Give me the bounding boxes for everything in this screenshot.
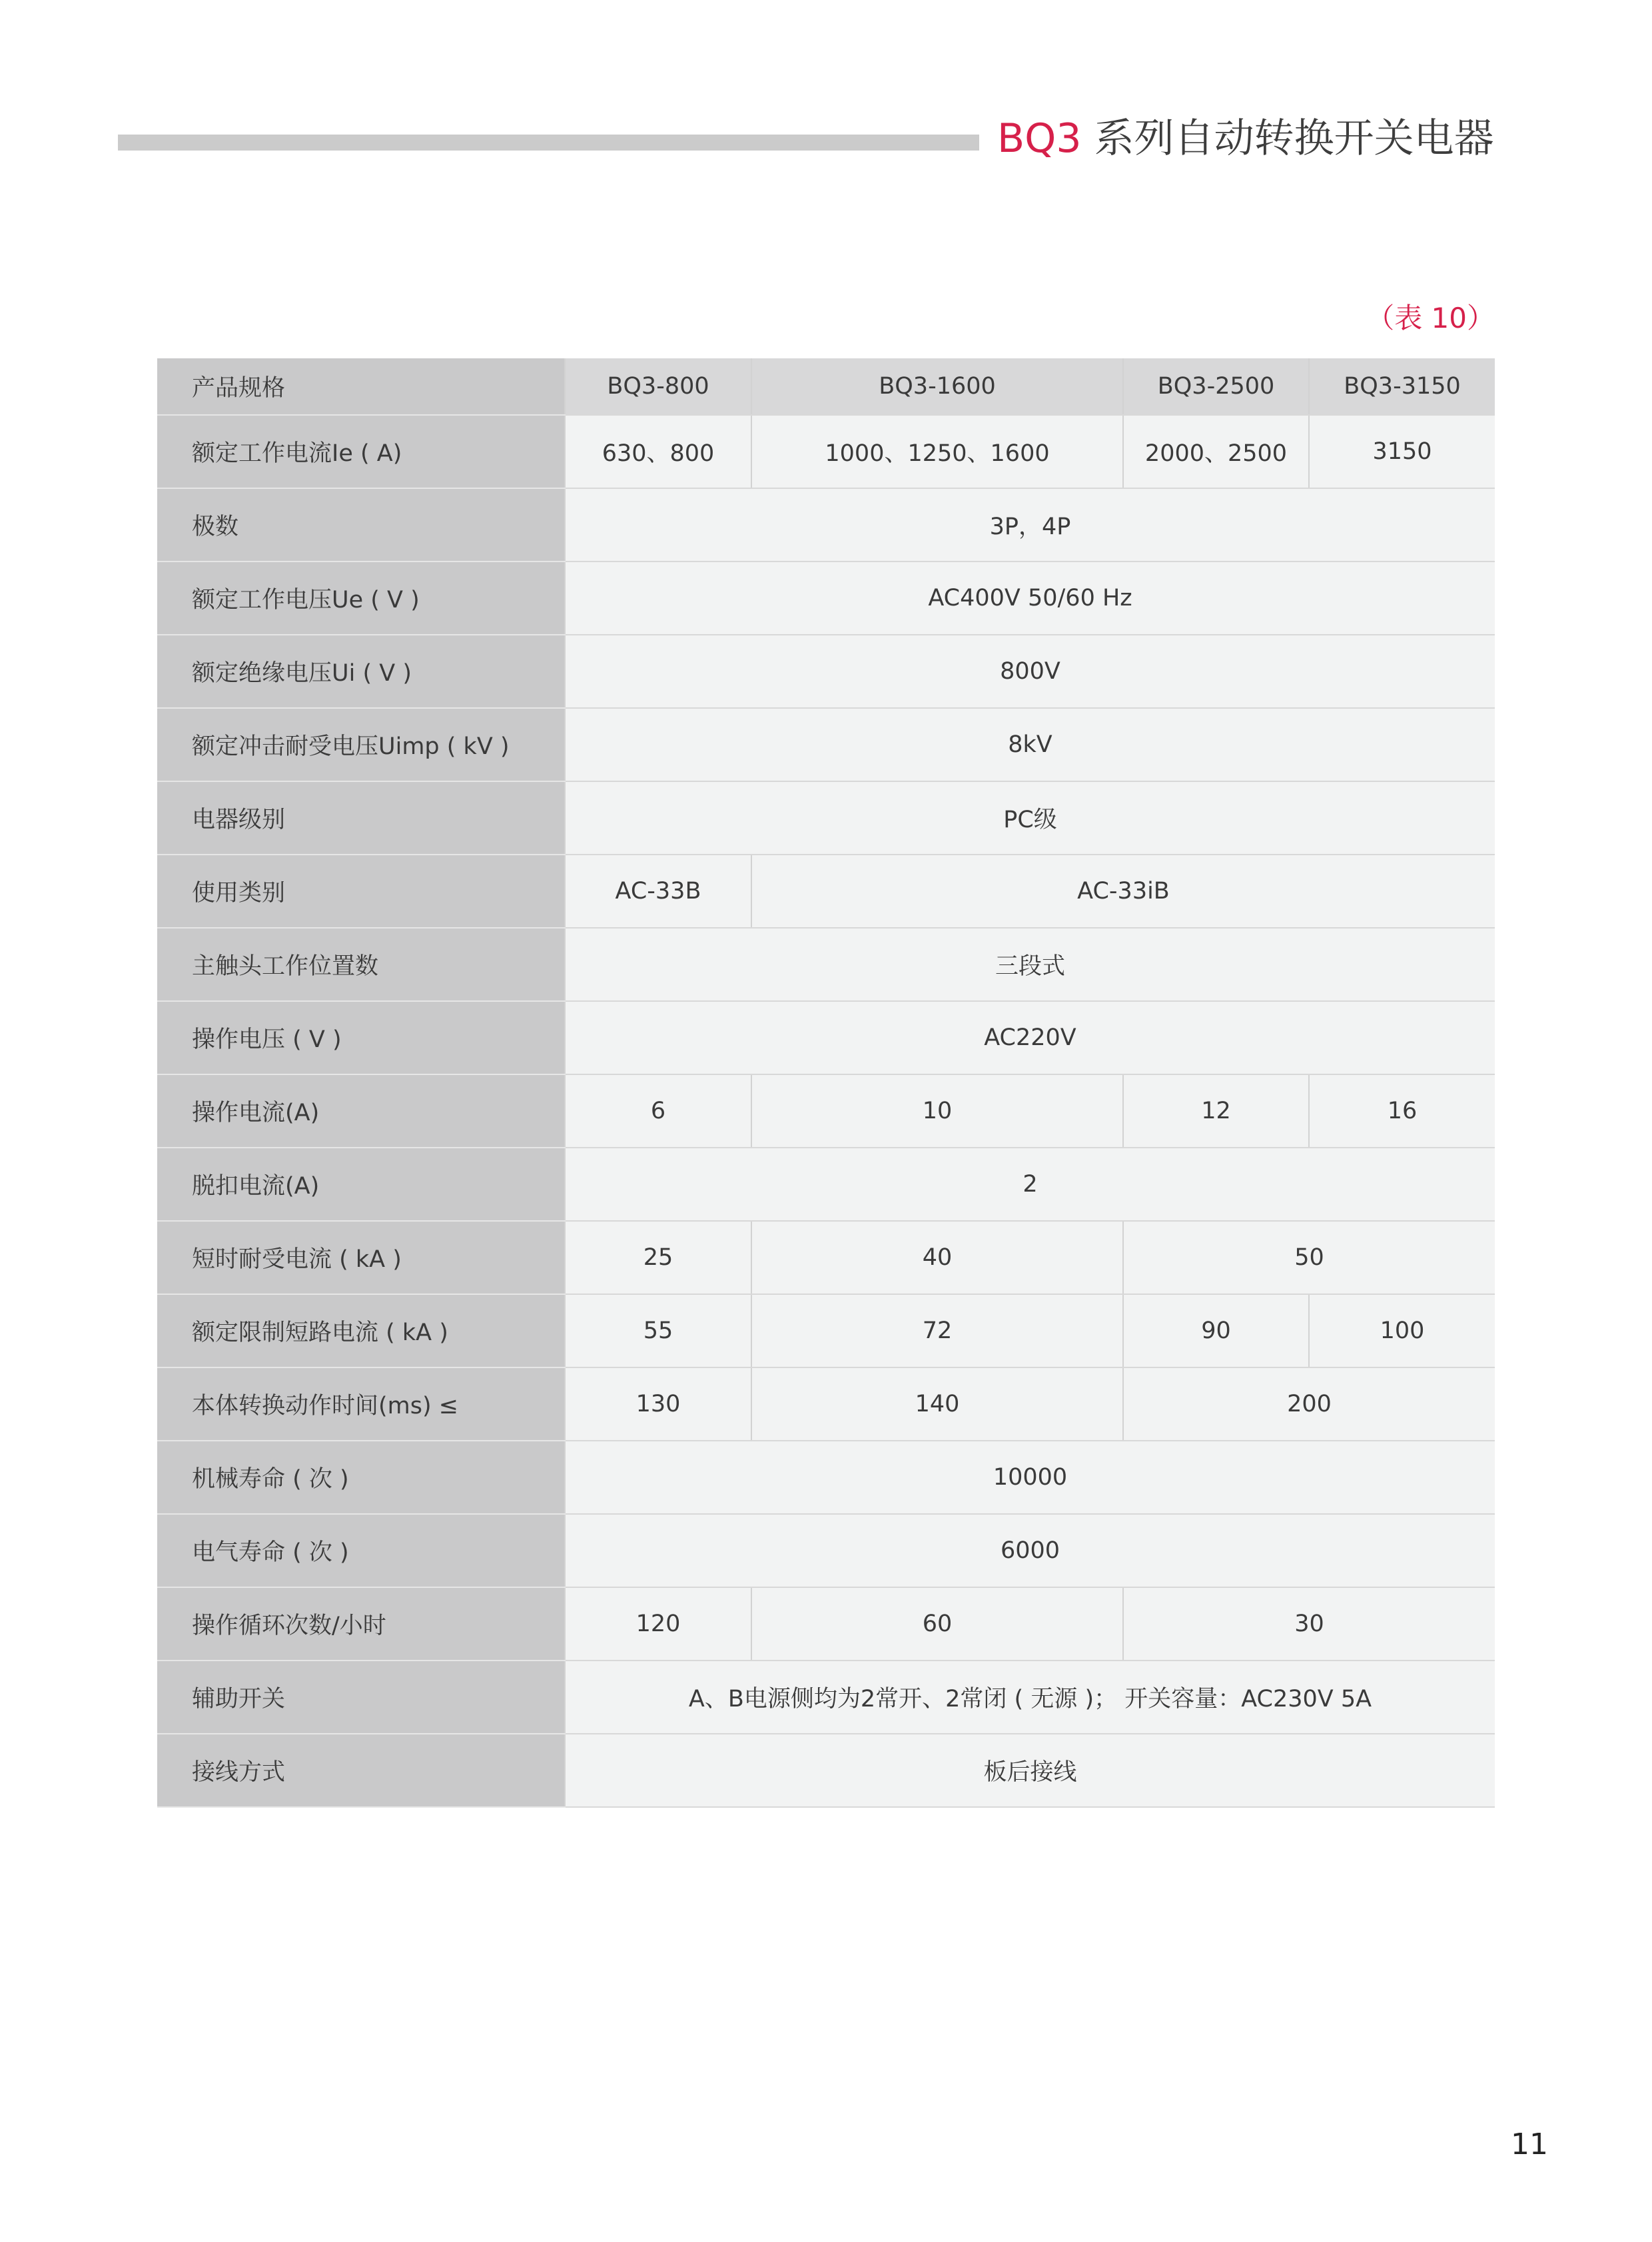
table-row — [157, 635, 1495, 708]
value-cell: 16 — [1309, 1074, 1495, 1148]
row-label: 短时耐受电流 ( kA ) — [157, 1221, 565, 1294]
row-label: 操作循环次数/小时 — [157, 1587, 565, 1661]
value-cell: 90 — [1123, 1294, 1309, 1367]
value-cell: 50 — [1123, 1221, 1495, 1294]
value-cell: 3P，4P — [565, 488, 1495, 561]
value-cell: 130 — [565, 1367, 751, 1441]
row-label: 脱扣电流(A) — [157, 1148, 565, 1221]
value-cell: 2 — [565, 1148, 1495, 1221]
value-cell: 1000、1250、1600 — [751, 415, 1123, 488]
table-row — [157, 1441, 1495, 1514]
table-row — [157, 561, 1495, 635]
value-cell: 10000 — [565, 1441, 1495, 1514]
row-label: 额定冲击耐受电压Uimp ( kV ) — [157, 708, 565, 781]
row-label: 操作电压 ( V ) — [157, 1001, 565, 1074]
value-cell: 10 — [751, 1074, 1123, 1148]
page-number: 11 — [1511, 2127, 1548, 2161]
table-caption: （表 10） — [1366, 302, 1495, 334]
row-label: 额定工作电流Ie ( A) — [157, 415, 565, 488]
value-cell: 三段式 — [565, 928, 1495, 1001]
row-label: 额定工作电压Ue ( V ) — [157, 561, 565, 635]
table-header-row — [157, 358, 1495, 415]
value-cell: 3150 — [1309, 415, 1495, 488]
row-label: 操作电流(A) — [157, 1074, 565, 1148]
table-row — [157, 415, 1495, 488]
row-label: 本体转换动作时间(ms) ≤ — [157, 1367, 565, 1441]
row-label: 机械寿命 ( 次 ) — [157, 1441, 565, 1514]
value-cell: 55 — [565, 1294, 751, 1367]
header-cell-model: BQ3-1600 — [751, 358, 1123, 415]
value-cell: 2000、2500 — [1123, 415, 1309, 488]
value-cell: 6000 — [565, 1514, 1495, 1587]
table-row — [157, 1367, 1495, 1441]
value-cell: AC220V — [565, 1001, 1495, 1074]
table-row — [157, 1294, 1495, 1367]
header-cell-model: BQ3-2500 — [1123, 358, 1309, 415]
row-label: 极数 — [157, 488, 565, 561]
value-cell: 120 — [565, 1587, 751, 1661]
title-text: 系列自动转换开关电器 — [1081, 115, 1494, 162]
value-cell: AC-33iB — [751, 855, 1495, 928]
value-cell: 25 — [565, 1221, 751, 1294]
table-row — [157, 1734, 1495, 1807]
table-row — [157, 855, 1495, 928]
table-row — [157, 1148, 1495, 1221]
table-row — [157, 1587, 1495, 1661]
row-label: 电器级别 — [157, 781, 565, 855]
row-label: 接线方式 — [157, 1734, 565, 1807]
table-row — [157, 1221, 1495, 1294]
spec-table — [157, 358, 1495, 1808]
value-cell: 40 — [751, 1221, 1123, 1294]
value-cell: 30 — [1123, 1587, 1495, 1661]
table-row — [157, 1661, 1495, 1734]
value-cell: 60 — [751, 1587, 1123, 1661]
header-rule — [118, 135, 979, 151]
header-cell-model: BQ3-800 — [565, 358, 751, 415]
value-cell: 140 — [751, 1367, 1123, 1441]
table-row — [157, 928, 1495, 1001]
row-label: 额定绝缘电压Ui ( V ) — [157, 635, 565, 708]
row-label: 主触头工作位置数 — [157, 928, 565, 1001]
table-row — [157, 781, 1495, 855]
header-cell-spec: 产品规格 — [157, 358, 565, 415]
table-row — [157, 708, 1495, 781]
value-cell: 200 — [1123, 1367, 1495, 1441]
title-brand: BQ3 — [997, 115, 1082, 162]
row-label: 辅助开关 — [157, 1661, 565, 1734]
value-cell: A、B电源侧均为2常开、2常闭 ( 无源 )； 开关容量：AC230V 5A — [565, 1661, 1495, 1734]
value-cell: 12 — [1123, 1074, 1309, 1148]
value-cell: 630、800 — [565, 415, 751, 488]
row-label: 使用类别 — [157, 855, 565, 928]
row-label: 额定限制短路电流 ( kA ) — [157, 1294, 565, 1367]
value-cell: 板后接线 — [565, 1734, 1495, 1807]
table-row — [157, 1514, 1495, 1587]
value-cell: 8kV — [565, 708, 1495, 781]
value-cell: 6 — [565, 1074, 751, 1148]
header-cell-model: BQ3-3150 — [1309, 358, 1495, 415]
value-cell: 800V — [565, 635, 1495, 708]
value-cell: AC400V 50/60 Hz — [565, 561, 1495, 635]
table-row — [157, 1001, 1495, 1074]
value-cell: 100 — [1309, 1294, 1495, 1367]
value-cell: 72 — [751, 1294, 1123, 1367]
row-label: 电气寿命 ( 次 ) — [157, 1514, 565, 1587]
document-title — [997, 112, 1503, 165]
value-cell: PC级 — [565, 781, 1495, 855]
value-cell: AC-33B — [565, 855, 751, 928]
table-row — [157, 1074, 1495, 1148]
table-row — [157, 488, 1495, 561]
